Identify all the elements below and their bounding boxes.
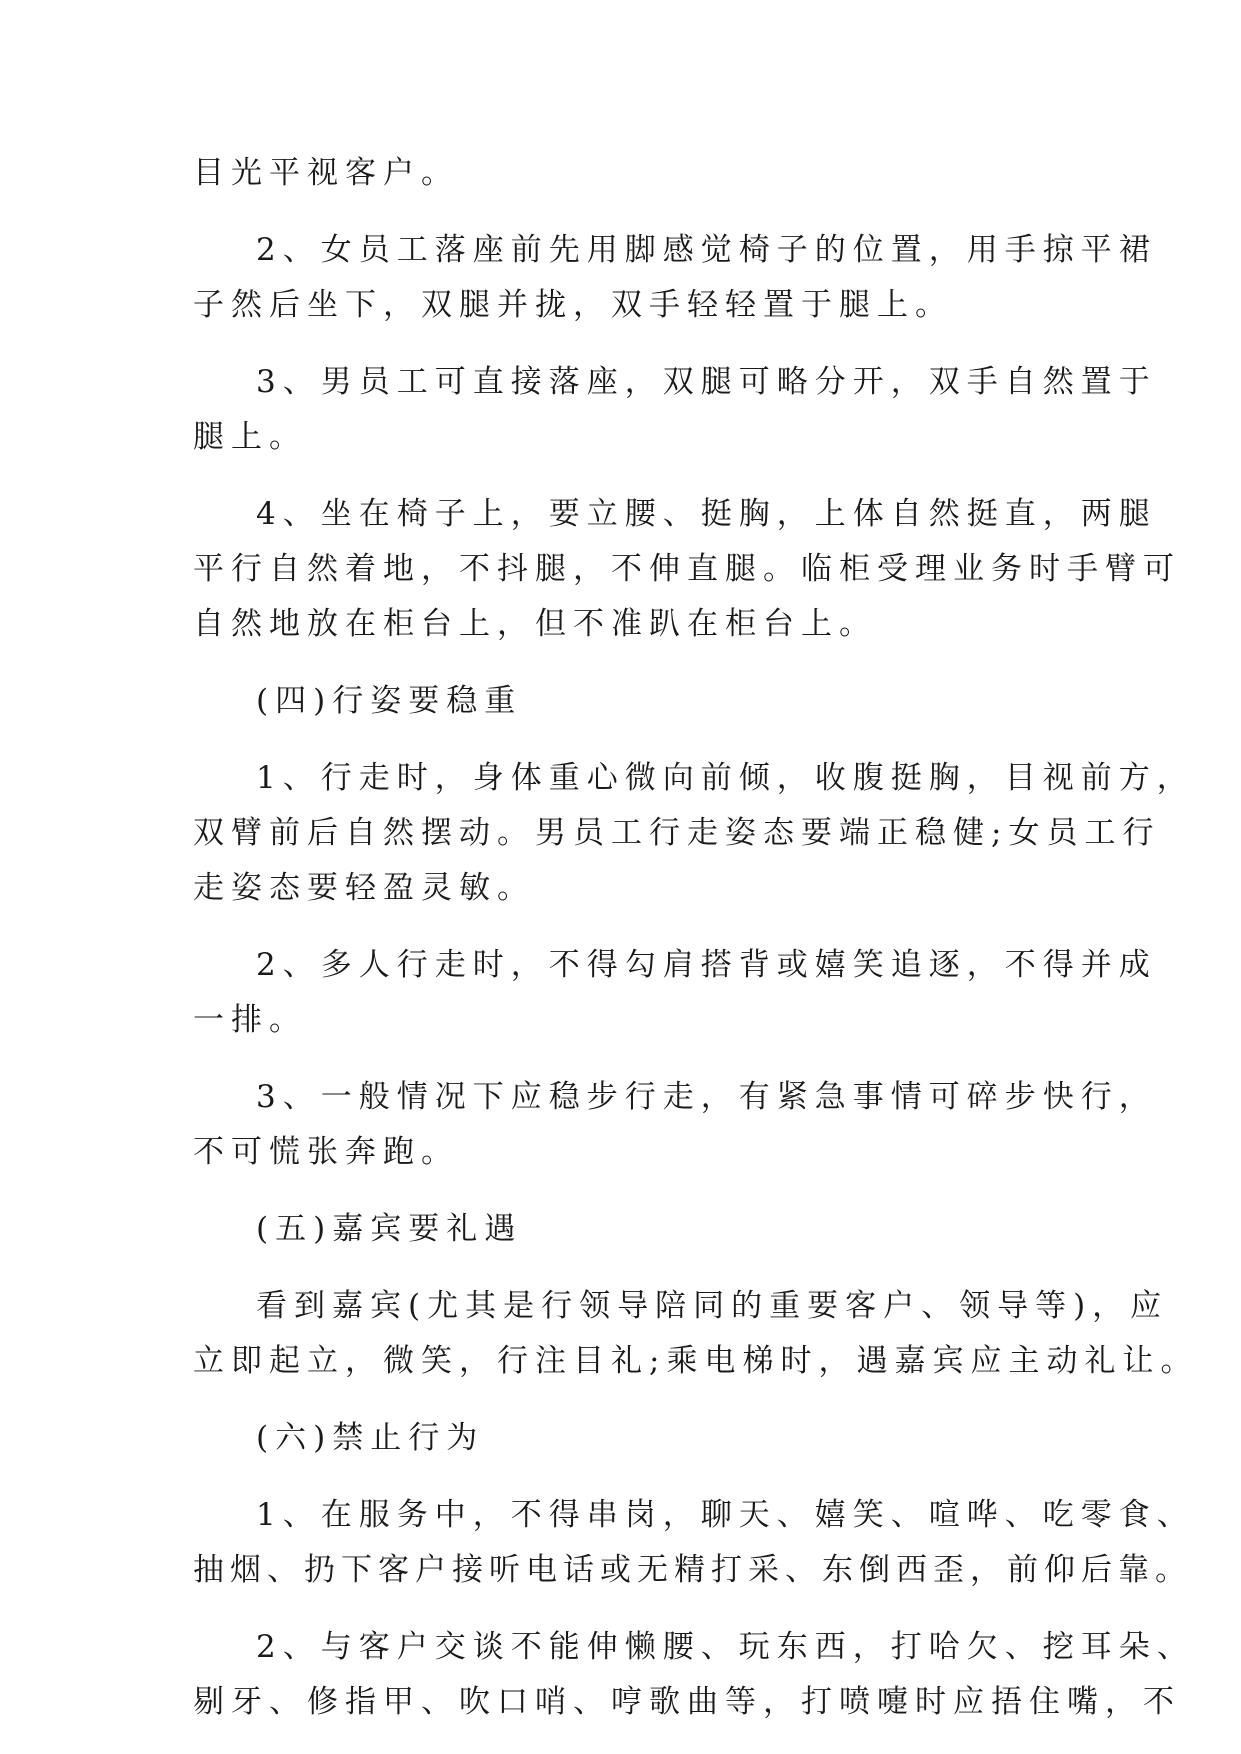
text-line: 走姿态要轻盈灵敏。 <box>193 870 535 906</box>
text-line: 一排。 <box>193 1002 307 1038</box>
text-line: 1、在服务中，不得串岗，聊天、嬉笑、喧哗、吃零食、 <box>256 1497 1195 1533</box>
text-line: 1、行走时，身体重心微向前倾，收腹挺胸，目视前方， <box>256 760 1195 796</box>
text-line: 子然后坐下，双腿并拢，双手轻轻置于腿上。 <box>193 287 953 323</box>
text-line: 双臂前后自然摆动。男员工行走姿态要端正稳健;女员工行 <box>193 815 1161 851</box>
section-heading: (五)嘉宾要礼遇 <box>256 1211 523 1247</box>
text-line: 4、坐在椅子上，要立腰、挺胸，上体自然挺直，两腿 <box>256 496 1157 532</box>
text-line: 2、与客户交谈不能伸懒腰、玩东西，打哈欠、挖耳朵、 <box>256 1629 1195 1665</box>
section-heading: (四)行姿要稳重 <box>256 683 523 719</box>
text-line: 抽烟、扔下客户接听电话或无精打采、东倒西歪，前仰后靠。 <box>193 1552 1192 1588</box>
text-line: 腿上。 <box>193 419 307 455</box>
text-line: 自然地放在柜台上，但不准趴在柜台上。 <box>193 606 877 642</box>
text-line: 看到嘉宾(尤其是行领导陪同的重要客户、领导等)，应 <box>256 1288 1169 1324</box>
text-line: 剔牙、修指甲、吹口哨、哼歌曲等，打喷嚏时应捂住嘴，不 <box>193 1684 1181 1720</box>
text-line: 3、一般情况下应稳步行走，有紧急事情可碎步快行， <box>256 1079 1157 1115</box>
text-line: 平行自然着地，不抖腿，不伸直腿。临柜受理业务时手臂可 <box>193 551 1181 587</box>
text-line: 2、多人行走时，不得勾肩搭背或嬉笑追逐，不得并成 <box>256 947 1157 983</box>
section-heading: (六)禁止行为 <box>256 1420 485 1456</box>
text-line: 目光平视客户。 <box>193 155 459 191</box>
text-line: 3、男员工可直接落座，双腿可略分开，双手自然置于 <box>256 364 1157 400</box>
text-line: 2、女员工落座前先用脚感觉椅子的位置，用手掠平裙 <box>256 232 1157 268</box>
text-line: 不可慌张奔跑。 <box>193 1134 459 1170</box>
text-line: 立即起立，微笑，行注目礼;乘电梯时，遇嘉宾应主动礼让。 <box>193 1343 1199 1379</box>
